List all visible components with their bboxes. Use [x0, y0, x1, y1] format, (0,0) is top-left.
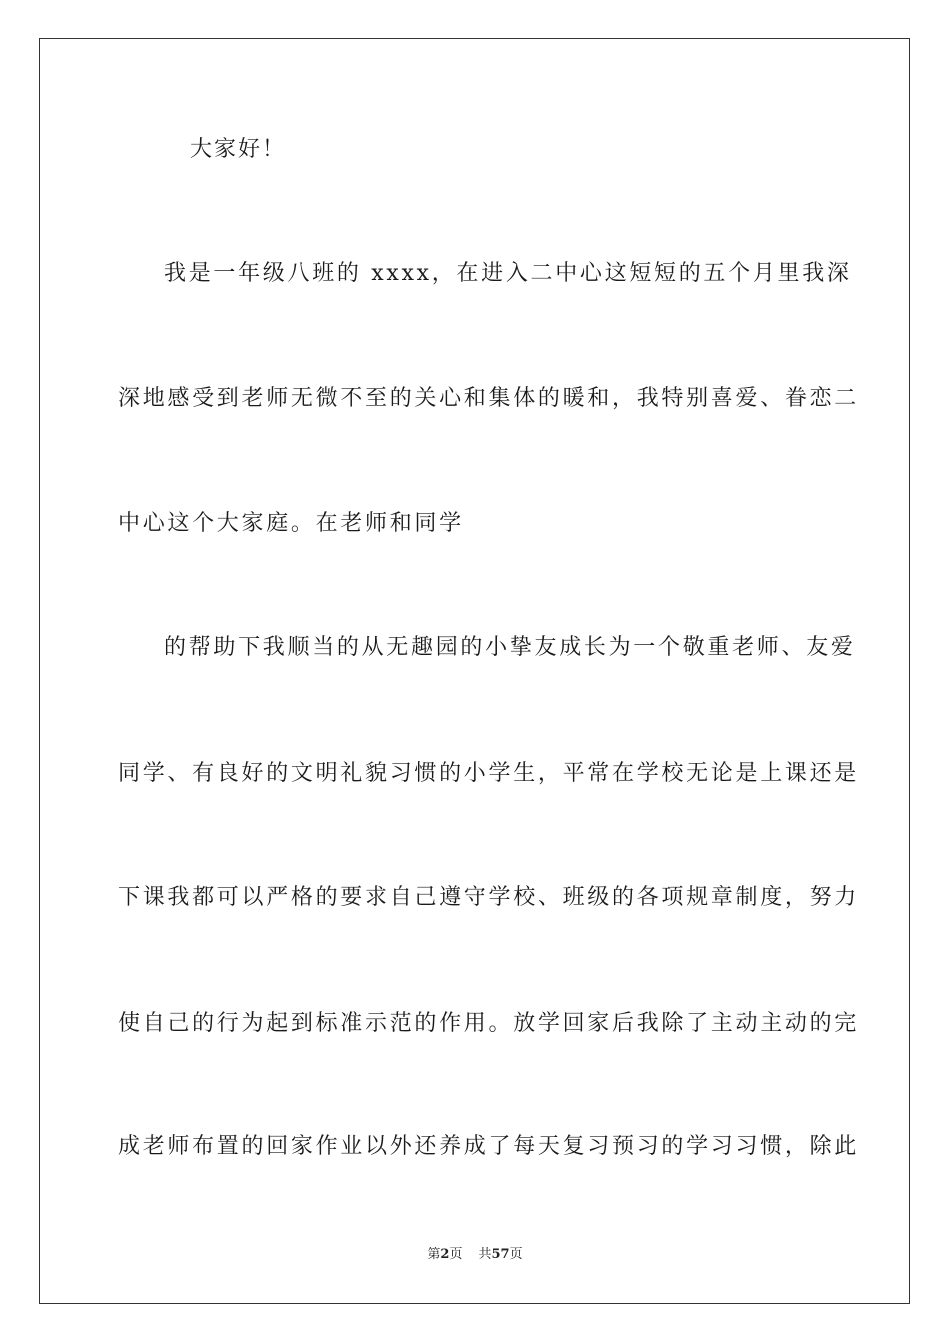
page-prefix: 第	[427, 1247, 441, 1262]
body-line-4: 的帮助下我顺当的从无趣园的小挚友成长为一个敬重老师、友爱	[164, 635, 856, 660]
total-prefix: 共	[478, 1247, 492, 1262]
body-line-2: 深地感受到老师无微不至的关心和集体的暖和，我特别喜爱、眷恋二	[118, 386, 860, 411]
body-line-3: 中心这个大家庭。在老师和同学	[118, 511, 464, 536]
page-suffix: 页	[449, 1247, 463, 1262]
page-footer	[0, 1246, 950, 1264]
body-line-7: 使自己的行为起到标准示范的作用。放学回家后我除了主动主动的完	[118, 1011, 860, 1036]
total-suffix: 页	[509, 1247, 523, 1262]
body-line-5: 同学、有良好的文明礼貌习惯的小学生，平常在学校无论是上课还是	[118, 761, 860, 786]
body-line-1: 我是一年级八班的 xxxx，在进入二中心这短短的五个月里我深	[164, 261, 852, 286]
body-line-8: 成老师布置的回家作业以外还养成了每天复习预习的学习习惯，除此	[118, 1134, 860, 1159]
total-pages: 57	[491, 1247, 510, 1262]
page-border	[39, 38, 910, 1304]
page-number: 2	[440, 1247, 450, 1262]
body-line-6: 下课我都可以严格的要求自己遵守学校、班级的各项规章制度，努力	[118, 885, 860, 910]
greeting-line: 大家好！	[190, 137, 287, 162]
